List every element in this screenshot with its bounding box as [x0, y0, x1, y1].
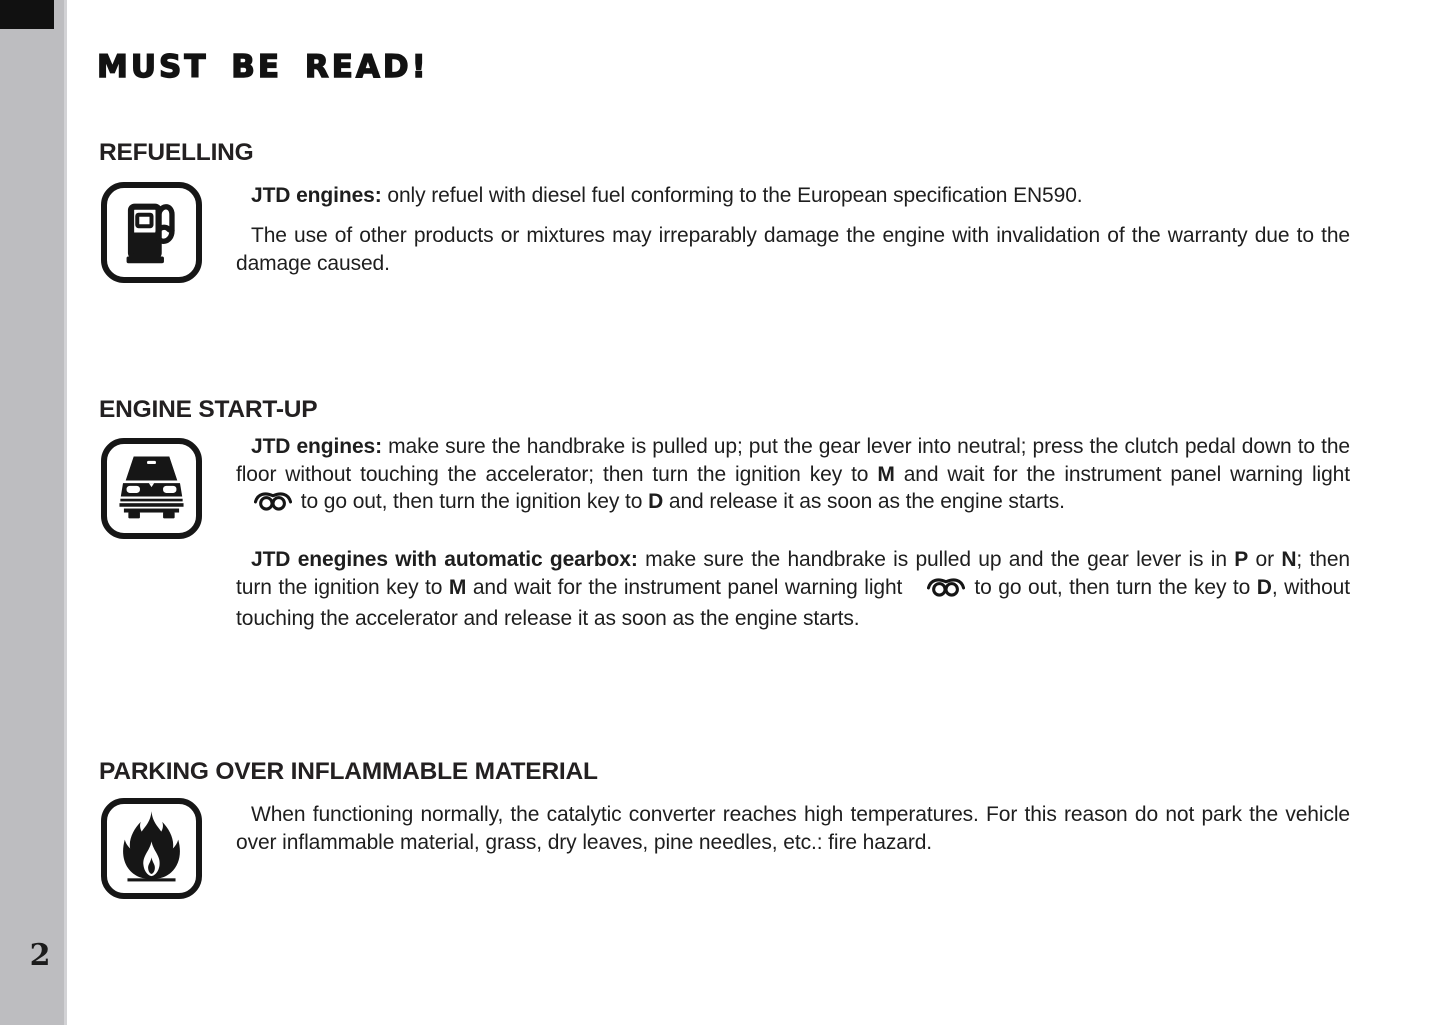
paragraph [236, 222, 1350, 277]
text-segment: P [1234, 548, 1249, 571]
text-segment: When functioning normally, the catalytic converter reaches high temperatures. For this reason do not park the vehicle over inflammable material, grass, dry leaves, pine needles, etc.: fire hazard. [236, 803, 1350, 854]
flame-icon [107, 804, 196, 893]
text-segment: ; then turn the ignition key to [236, 548, 1350, 599]
paragraph [236, 801, 1350, 856]
text-segment: make sure the handbrake is pulled up; put the gear lever into neutral; press the clutch pedal down to the floor without touching the accelerator; then turn the ignition key to [236, 435, 1351, 486]
refuelling-sign [101, 182, 202, 283]
text-segment: M [877, 462, 895, 486]
sidebar-strip [0, 0, 67, 1025]
text-segment: make sure the handbrake is pulled up and the gear lever is in [637, 548, 1235, 571]
inflammable-material-sign [101, 798, 202, 899]
text-segment: The use of other products or mixtures may irreparably damage the engine with invalidation of the warranty due to the damage caused. [236, 224, 1350, 275]
text-segment: , without touching the accelerator and release it as soon as the engine starts. [236, 575, 1350, 630]
text-segment: D [1256, 575, 1272, 599]
text-segment: M [448, 575, 467, 599]
paragraph [236, 182, 1350, 210]
text-segment: and wait for the instrument panel warning light [466, 575, 909, 599]
car-rear-icon [107, 444, 196, 533]
paragraph [236, 433, 1350, 520]
glow-plug-warning-light-icon [239, 489, 292, 520]
page-number: 2 [29, 938, 51, 973]
section-heading-refuelling: REFUELLING [99, 139, 254, 166]
engine-start-up-sign [101, 438, 202, 539]
text-segment: and release it as soon as the engine starts. [663, 490, 1065, 513]
text-segment: and wait for the instrument panel warning light [894, 462, 1350, 486]
text-segment: JTD engines: [251, 184, 382, 207]
text-segment: to go out, then turn the key to [974, 575, 1257, 599]
paragraph [236, 546, 1350, 633]
section-heading-parking: PARKING OVER INFLAMMABLE MATERIAL [99, 758, 598, 785]
page-title: MUST BE READ! [97, 49, 429, 85]
text-segment: D [648, 490, 664, 513]
text-segment: JTD enegines with automatic gearbox: [251, 548, 638, 571]
text-segment: only refuel with diesel fuel conforming to the European specification EN590. [381, 184, 1083, 207]
text-segment: or [1248, 548, 1282, 571]
text-segment: JTD engines: [251, 435, 383, 458]
text-segment: N [1281, 548, 1297, 571]
fuel-pump-icon [107, 188, 196, 277]
text-segment: to go out, then turn the ignition key to [300, 490, 649, 513]
glow-plug-warning-light-icon [912, 575, 965, 606]
section-heading-engine-start-up: ENGINE START-UP [99, 396, 318, 423]
corner-tab [0, 0, 54, 29]
